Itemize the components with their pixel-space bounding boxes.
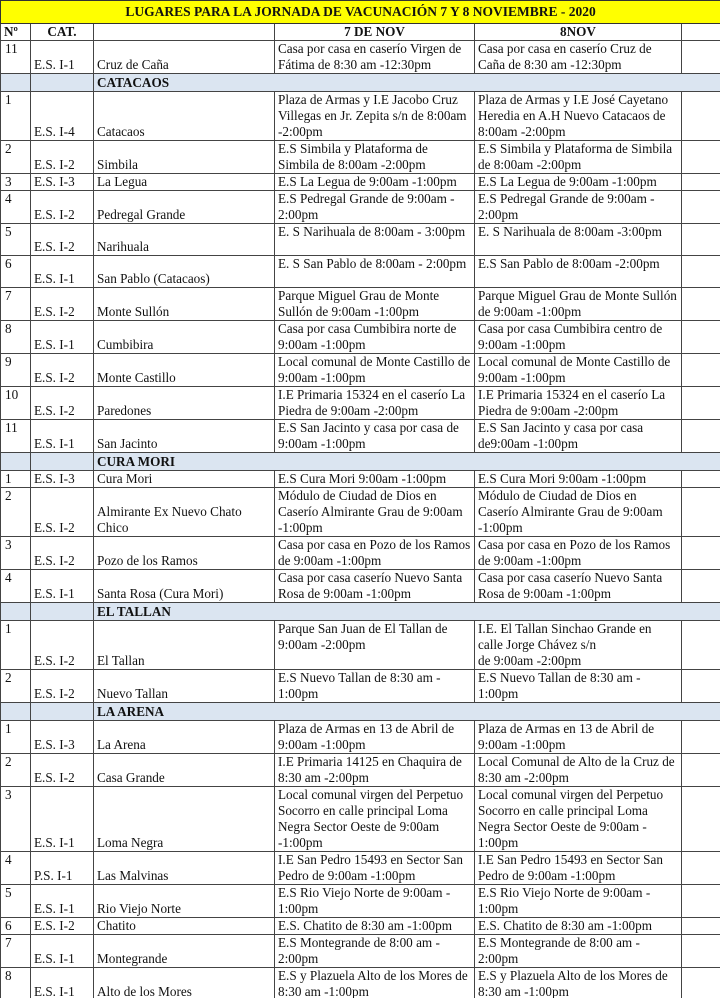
extra-cell bbox=[682, 256, 720, 288]
table-row bbox=[1, 224, 720, 256]
extra-cell bbox=[682, 935, 720, 968]
day-1-location-cell: E.S Cura Mori 9:00am -1:00pm bbox=[275, 471, 475, 488]
place-cell: Narihuala bbox=[94, 224, 275, 256]
section-blank-cell bbox=[31, 603, 94, 621]
section-label: CURA MORI bbox=[94, 453, 720, 471]
extra-cell bbox=[682, 885, 720, 918]
day-1-location-cell: Local comunal de Monte Castillo de 9:00am -1:00pm bbox=[275, 354, 475, 387]
table-row bbox=[1, 354, 720, 387]
category-cell: E.S. I-2 bbox=[31, 387, 94, 420]
day-2-location-cell: E. S Narihuala de 8:00am -3:00pm bbox=[475, 224, 682, 256]
day-1-location-cell: E.S La Legua de 9:00am -1:00pm bbox=[275, 174, 475, 191]
category-cell: E.S. I-2 bbox=[31, 288, 94, 321]
place-cell: Pedregal Grande bbox=[94, 191, 275, 224]
extra-cell bbox=[682, 141, 720, 174]
table-row bbox=[1, 537, 720, 570]
row-number-cell: 3 bbox=[1, 174, 31, 191]
header-num: Nº bbox=[1, 24, 31, 41]
extra-cell bbox=[682, 354, 720, 387]
day-2-location-cell: Casa por casa caserío Nuevo Santa Rosa de 9:00am -1:00pm bbox=[475, 570, 682, 603]
day-2-location-cell: Plaza de Armas y I.E José Cayetano Heredia en A.H Nuevo Catacaos de 8:00am -2:00pm bbox=[475, 92, 682, 141]
section-label: CATACAOS bbox=[94, 74, 720, 92]
table-row bbox=[1, 621, 720, 670]
day-1-location-cell: E.S Pedregal Grande de 9:00am - 2:00pm bbox=[275, 191, 475, 224]
place-cell: Monte Castillo bbox=[94, 354, 275, 387]
category-cell: E.S. I-1 bbox=[31, 41, 94, 74]
category-cell: E.S. I-3 bbox=[31, 721, 94, 754]
section-label: LA ARENA bbox=[94, 703, 720, 721]
document-title: LUGARES PARA LA JORNADA DE VACUNACIÓN 7 Y 8 NOVIEMBRE - 2020 bbox=[1, 1, 720, 24]
extra-cell bbox=[682, 918, 720, 935]
table-row bbox=[1, 787, 720, 852]
place-cell: Monte Sullón bbox=[94, 288, 275, 321]
category-cell: P.S. I-1 bbox=[31, 852, 94, 885]
section-row bbox=[1, 603, 720, 621]
category-cell: E.S. I-2 bbox=[31, 224, 94, 256]
table-row bbox=[1, 488, 720, 537]
category-cell: E.S. I-1 bbox=[31, 570, 94, 603]
day-2-location-cell: Local comunal virgen del Perpetuo Socorro en calle principal Loma Negra Sector Oeste de 9:00am - 1:00pm bbox=[475, 787, 682, 852]
place-cell: Loma Negra bbox=[94, 787, 275, 852]
row-number-cell: 8 bbox=[1, 321, 31, 354]
header-day-1: 7 DE NOV bbox=[275, 24, 475, 41]
day-1-location-cell: Casa por casa en Pozo de los Ramos de 9:00am -1:00pm bbox=[275, 537, 475, 570]
extra-cell bbox=[682, 570, 720, 603]
extra-cell bbox=[682, 852, 720, 885]
place-cell: San Jacinto bbox=[94, 420, 275, 453]
table-row bbox=[1, 256, 720, 288]
day-2-location-cell: E.S Pedregal Grande de 9:00am - 2:00pm bbox=[475, 191, 682, 224]
row-number-cell: 11 bbox=[1, 420, 31, 453]
extra-cell bbox=[682, 92, 720, 141]
table-row bbox=[1, 174, 720, 191]
extra-cell bbox=[682, 670, 720, 703]
table-row bbox=[1, 721, 720, 754]
day-1-location-cell: E.S Rio Viejo Norte de 9:00am - 1:00pm bbox=[275, 885, 475, 918]
extra-cell bbox=[682, 387, 720, 420]
category-cell: E.S. I-1 bbox=[31, 787, 94, 852]
place-cell: Pozo de los Ramos bbox=[94, 537, 275, 570]
row-number-cell: 2 bbox=[1, 488, 31, 537]
day-1-location-cell: Plaza de Armas y I.E Jacobo Cruz Villegas en Jr. Zepita s/n de 8:00am -2:00pm bbox=[275, 92, 475, 141]
extra-cell bbox=[682, 537, 720, 570]
row-number-cell: 7 bbox=[1, 288, 31, 321]
place-cell: Almirante Ex Nuevo Chato Chico bbox=[94, 488, 275, 537]
category-cell: E.S. I-2 bbox=[31, 354, 94, 387]
extra-cell bbox=[682, 191, 720, 224]
day-1-location-cell: I.E Primaria 14125 en Chaquira de 8:30 am -2:00pm bbox=[275, 754, 475, 787]
category-cell: E.S. I-3 bbox=[31, 174, 94, 191]
table-row bbox=[1, 420, 720, 453]
table-row bbox=[1, 754, 720, 787]
place-cell: Cruz de Caña bbox=[94, 41, 275, 74]
day-2-location-cell: E.S Cura Mori 9:00am -1:00pm bbox=[475, 471, 682, 488]
row-number-cell: 10 bbox=[1, 387, 31, 420]
row-number-cell: 2 bbox=[1, 754, 31, 787]
table-row bbox=[1, 41, 720, 74]
header-row bbox=[1, 24, 720, 41]
place-cell: Cura Mori bbox=[94, 471, 275, 488]
day-1-location-cell: Parque San Juan de El Tallan de 9:00am -2:00pm bbox=[275, 621, 475, 670]
day-2-location-cell: Módulo de Ciudad de Dios en Caserío Almirante Grau de 9:00am -1:00pm bbox=[475, 488, 682, 537]
day-2-location-cell: Parque Miguel Grau de Monte Sullón de 9:00am -1:00pm bbox=[475, 288, 682, 321]
row-number-cell: 1 bbox=[1, 471, 31, 488]
section-blank-cell bbox=[1, 453, 31, 471]
day-1-location-cell: E. S Narihuala de 8:00am - 3:00pm bbox=[275, 224, 475, 256]
table-row bbox=[1, 321, 720, 354]
row-number-cell: 4 bbox=[1, 852, 31, 885]
extra-cell bbox=[682, 420, 720, 453]
day-1-location-cell: Módulo de Ciudad de Dios en Caserío Almirante Grau de 9:00am -1:00pm bbox=[275, 488, 475, 537]
category-cell: E.S. I-1 bbox=[31, 420, 94, 453]
header-place bbox=[94, 24, 275, 41]
extra-cell bbox=[682, 488, 720, 537]
header-day-2: 8NOV bbox=[475, 24, 682, 41]
row-number-cell: 2 bbox=[1, 670, 31, 703]
table-row bbox=[1, 191, 720, 224]
category-cell: E.S. I-1 bbox=[31, 256, 94, 288]
extra-cell bbox=[682, 224, 720, 256]
row-number-cell: 7 bbox=[1, 935, 31, 968]
place-cell: San Pablo (Catacaos) bbox=[94, 256, 275, 288]
row-number-cell: 3 bbox=[1, 537, 31, 570]
table-row bbox=[1, 885, 720, 918]
place-cell: Rio Viejo Norte bbox=[94, 885, 275, 918]
table-row bbox=[1, 918, 720, 935]
place-cell: Paredones bbox=[94, 387, 275, 420]
day-2-location-cell: I.E. El Tallan Sinchao Grande en calle Jorge Chávez s/n de 9:00am -2:00pm bbox=[475, 621, 682, 670]
day-2-location-cell: Casa por casa Cumbibira centro de 9:00am -1:00pm bbox=[475, 321, 682, 354]
place-cell: Simbila bbox=[94, 141, 275, 174]
day-2-location-cell: I.E Primaria 15324 en el caserío La Piedra de 9:00am -2:00pm bbox=[475, 387, 682, 420]
table-row bbox=[1, 387, 720, 420]
day-2-location-cell: I.E San Pedro 15493 en Sector San Pedro de 9:00am -1:00pm bbox=[475, 852, 682, 885]
row-number-cell: 1 bbox=[1, 721, 31, 754]
row-number-cell: 9 bbox=[1, 354, 31, 387]
day-1-location-cell: Local comunal virgen del Perpetuo Socorro en calle principal Loma Negra Sector Oeste de 9:00am -1:00pm bbox=[275, 787, 475, 852]
row-number-cell: 3 bbox=[1, 787, 31, 852]
place-cell: Chatito bbox=[94, 918, 275, 935]
day-1-location-cell: Plaza de Armas en 13 de Abril de 9:00am -1:00pm bbox=[275, 721, 475, 754]
day-2-location-cell: Local Comunal de Alto de la Cruz de 8:30 am -2:00pm bbox=[475, 754, 682, 787]
day-1-location-cell: E.S Simbila y Plataforma de Simbila de 8:00am -2:00pm bbox=[275, 141, 475, 174]
extra-cell bbox=[682, 754, 720, 787]
day-2-location-cell: E.S y Plazuela Alto de los Mores de 8:30 am -1:00pm bbox=[475, 968, 682, 998]
row-number-cell: 5 bbox=[1, 224, 31, 256]
section-blank-cell bbox=[31, 453, 94, 471]
category-cell: E.S. I-2 bbox=[31, 488, 94, 537]
category-cell: E.S. I-2 bbox=[31, 621, 94, 670]
table-row bbox=[1, 570, 720, 603]
table-row bbox=[1, 471, 720, 488]
row-number-cell: 4 bbox=[1, 570, 31, 603]
day-1-location-cell: E.S. Chatito de 8:30 am -1:00pm bbox=[275, 918, 475, 935]
category-cell: E.S. I-1 bbox=[31, 968, 94, 998]
row-number-cell: 6 bbox=[1, 918, 31, 935]
table-row bbox=[1, 288, 720, 321]
header-cat: CAT. bbox=[31, 24, 94, 41]
place-cell: Santa Rosa (Cura Mori) bbox=[94, 570, 275, 603]
section-blank-cell bbox=[1, 74, 31, 92]
category-cell: E.S. I-4 bbox=[31, 92, 94, 141]
title-row bbox=[1, 1, 720, 24]
place-cell: Montegrande bbox=[94, 935, 275, 968]
day-2-location-cell: E.S Montegrande de 8:00 am - 2:00pm bbox=[475, 935, 682, 968]
place-cell: La Legua bbox=[94, 174, 275, 191]
day-1-location-cell: E.S y Plazuela Alto de los Mores de 8:30 am -1:00pm bbox=[275, 968, 475, 998]
extra-cell bbox=[682, 621, 720, 670]
day-1-location-cell: Casa por casa Cumbibira norte de 9:00am -1:00pm bbox=[275, 321, 475, 354]
section-blank-cell bbox=[31, 703, 94, 721]
day-1-location-cell: E.S Montegrande de 8:00 am - 2:00pm bbox=[275, 935, 475, 968]
section-row bbox=[1, 453, 720, 471]
extra-cell bbox=[682, 321, 720, 354]
table-row bbox=[1, 670, 720, 703]
place-cell: Catacaos bbox=[94, 92, 275, 141]
day-2-location-cell: Local comunal de Monte Castillo de 9:00am -1:00pm bbox=[475, 354, 682, 387]
section-blank-cell bbox=[1, 703, 31, 721]
extra-cell bbox=[682, 787, 720, 852]
day-1-location-cell: Casa por casa en caserío Virgen de Fátima de 8:30 am -12:30pm bbox=[275, 41, 475, 74]
section-row bbox=[1, 74, 720, 92]
row-number-cell: 8 bbox=[1, 968, 31, 998]
extra-cell bbox=[682, 288, 720, 321]
day-2-location-cell: E.S San Pablo de 8:00am -2:00pm bbox=[475, 256, 682, 288]
day-2-location-cell: Casa por casa en caserío Cruz de Caña de 8:30 am -12:30pm bbox=[475, 41, 682, 74]
extra-cell bbox=[682, 721, 720, 754]
category-cell: E.S. I-2 bbox=[31, 754, 94, 787]
row-number-cell: 2 bbox=[1, 141, 31, 174]
row-number-cell: 11 bbox=[1, 41, 31, 74]
category-cell: E.S. I-2 bbox=[31, 670, 94, 703]
section-row bbox=[1, 703, 720, 721]
category-cell: E.S. I-2 bbox=[31, 537, 94, 570]
section-blank-cell bbox=[1, 603, 31, 621]
day-1-location-cell: Parque Miguel Grau de Monte Sullón de 9:00am -1:00pm bbox=[275, 288, 475, 321]
day-1-location-cell: Casa por casa caserío Nuevo Santa Rosa de 9:00am -1:00pm bbox=[275, 570, 475, 603]
row-number-cell: 1 bbox=[1, 92, 31, 141]
day-1-location-cell: E. S San Pablo de 8:00am - 2:00pm bbox=[275, 256, 475, 288]
category-cell: E.S. I-1 bbox=[31, 885, 94, 918]
extra-cell bbox=[682, 471, 720, 488]
extra-cell bbox=[682, 174, 720, 191]
section-blank-cell bbox=[31, 74, 94, 92]
category-cell: E.S. I-1 bbox=[31, 321, 94, 354]
category-cell: E.S. I-2 bbox=[31, 141, 94, 174]
table-row bbox=[1, 92, 720, 141]
place-cell: La Arena bbox=[94, 721, 275, 754]
table-row bbox=[1, 935, 720, 968]
day-1-location-cell: E.S Nuevo Tallan de 8:30 am - 1:00pm bbox=[275, 670, 475, 703]
day-2-location-cell: E.S. Chatito de 8:30 am -1:00pm bbox=[475, 918, 682, 935]
day-1-location-cell: I.E Primaria 15324 en el caserío La Piedra de 9:00am -2:00pm bbox=[275, 387, 475, 420]
place-cell: Las Malvinas bbox=[94, 852, 275, 885]
day-1-location-cell: E.S San Jacinto y casa por casa de 9:00am -1:00pm bbox=[275, 420, 475, 453]
place-cell: Nuevo Tallan bbox=[94, 670, 275, 703]
day-2-location-cell: E.S La Legua de 9:00am -1:00pm bbox=[475, 174, 682, 191]
day-2-location-cell: E.S San Jacinto y casa por casa de9:00am -1:00pm bbox=[475, 420, 682, 453]
day-2-location-cell: Plaza de Armas en 13 de Abril de 9:00am -1:00pm bbox=[475, 721, 682, 754]
table-row bbox=[1, 968, 720, 998]
header-extra bbox=[682, 24, 720, 41]
row-number-cell: 4 bbox=[1, 191, 31, 224]
category-cell: E.S. I-3 bbox=[31, 471, 94, 488]
place-cell: Cumbibira bbox=[94, 321, 275, 354]
category-cell: E.S. I-1 bbox=[31, 935, 94, 968]
table-row bbox=[1, 852, 720, 885]
row-number-cell: 5 bbox=[1, 885, 31, 918]
section-label: EL TALLAN bbox=[94, 603, 720, 621]
day-2-location-cell: E.S Rio Viejo Norte de 9:00am - 1:00pm bbox=[475, 885, 682, 918]
row-number-cell: 1 bbox=[1, 621, 31, 670]
table-row bbox=[1, 141, 720, 174]
row-number-cell: 6 bbox=[1, 256, 31, 288]
day-1-location-cell: I.E San Pedro 15493 en Sector San Pedro de 9:00am -1:00pm bbox=[275, 852, 475, 885]
category-cell: E.S. I-2 bbox=[31, 191, 94, 224]
day-2-location-cell: E.S Simbila y Plataforma de Simbila de 8:00am -2:00pm bbox=[475, 141, 682, 174]
place-cell: Alto de los Mores bbox=[94, 968, 275, 998]
day-2-location-cell: Casa por casa en Pozo de los Ramos de 9:00am -1:00pm bbox=[475, 537, 682, 570]
extra-cell bbox=[682, 41, 720, 74]
day-2-location-cell: E.S Nuevo Tallan de 8:30 am - 1:00pm bbox=[475, 670, 682, 703]
category-cell: E.S. I-2 bbox=[31, 918, 94, 935]
extra-cell bbox=[682, 968, 720, 998]
place-cell: Casa Grande bbox=[94, 754, 275, 787]
place-cell: El Tallan bbox=[94, 621, 275, 670]
